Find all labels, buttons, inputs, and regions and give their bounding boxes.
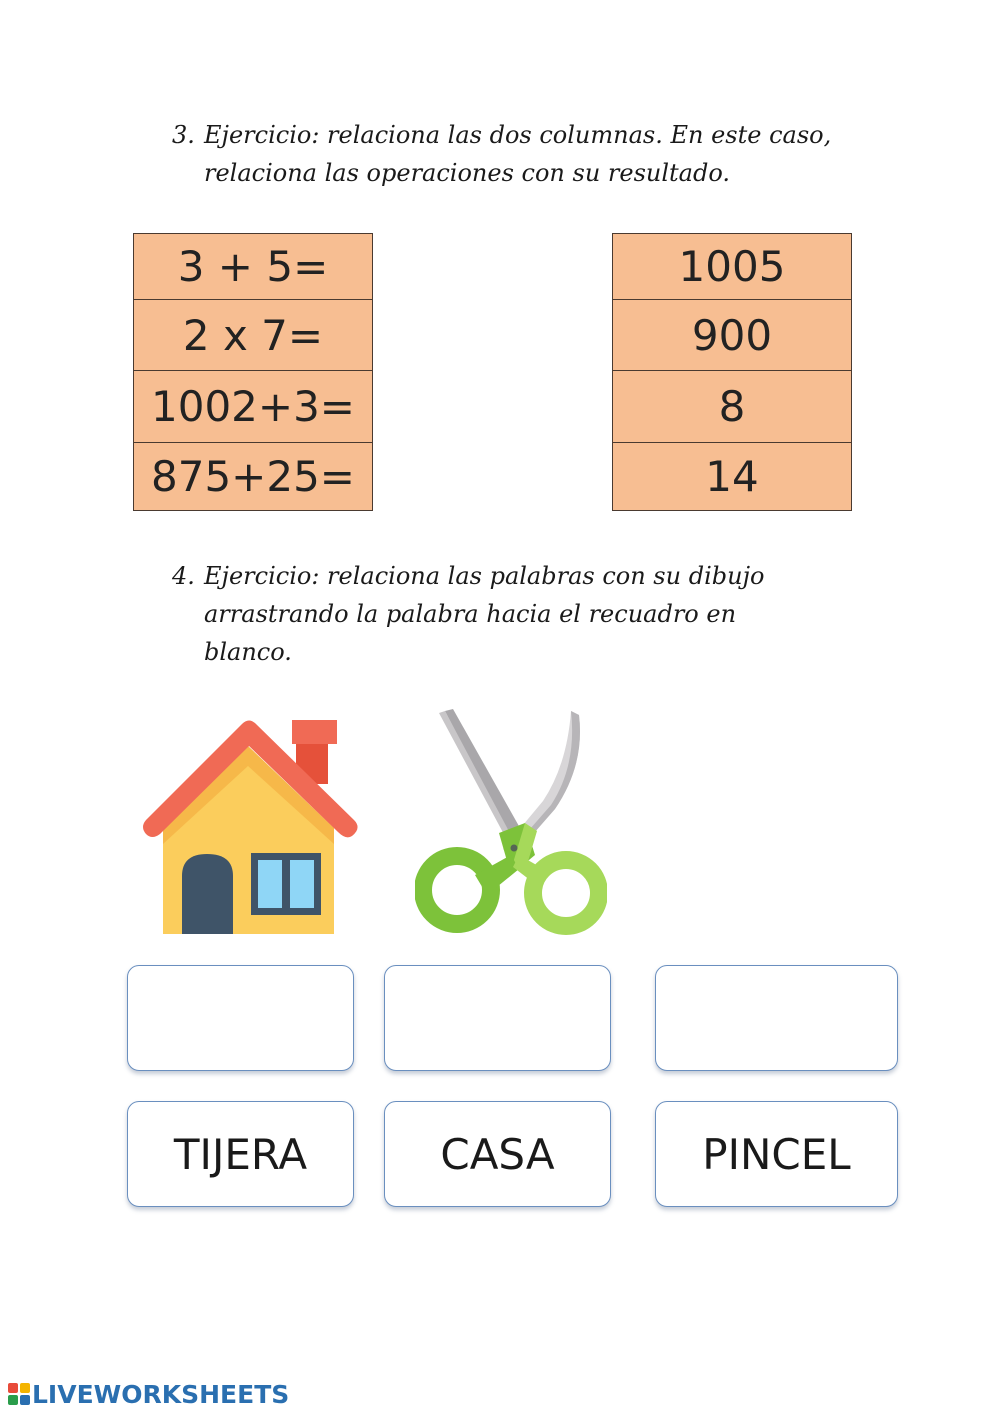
scissors-icon <box>415 705 607 937</box>
drop-box[interactable] <box>127 965 354 1071</box>
exercise-3-number: 3. <box>172 121 195 149</box>
word-card-tijera[interactable]: TIJERA <box>127 1101 354 1207</box>
result-cell[interactable]: 1005 <box>678 242 786 291</box>
word-card-casa[interactable]: CASA <box>384 1101 611 1207</box>
drop-box[interactable] <box>384 965 611 1071</box>
operation-cell[interactable]: 2 x 7= <box>134 299 372 370</box>
exercise-3-instruction <box>172 116 852 192</box>
exercise-3-text: Ejercicio: relaciona las dos columnas. En este caso, relaciona las operaciones con su resultado. <box>204 121 832 187</box>
house-icon <box>138 708 363 934</box>
operations-column <box>133 233 373 511</box>
result-cell[interactable]: 900 <box>613 299 851 370</box>
exercise-4-number: 4. <box>172 562 195 590</box>
exercise-4-instruction <box>172 557 812 671</box>
liveworksheets-logo-icon <box>8 1383 30 1405</box>
results-column <box>612 233 852 511</box>
operation-cell[interactable]: 875+25= <box>134 442 372 510</box>
result-cell[interactable]: 14 <box>613 442 851 510</box>
brand-name: LIVEWORKSHEETS <box>32 1379 290 1409</box>
footer-logo <box>8 1380 289 1408</box>
exercise-4-text: Ejercicio: relaciona las palabras con su dibujo arrastrando la palabra hacia el recuadro en blanco. <box>204 562 765 666</box>
result-cell[interactable]: 8 <box>613 370 851 442</box>
drop-box[interactable] <box>655 965 898 1071</box>
operation-cell[interactable]: 1002+3= <box>134 370 372 442</box>
word-card-pincel[interactable]: PINCEL <box>655 1101 898 1207</box>
operation-cell[interactable]: 3 + 5= <box>177 242 329 291</box>
